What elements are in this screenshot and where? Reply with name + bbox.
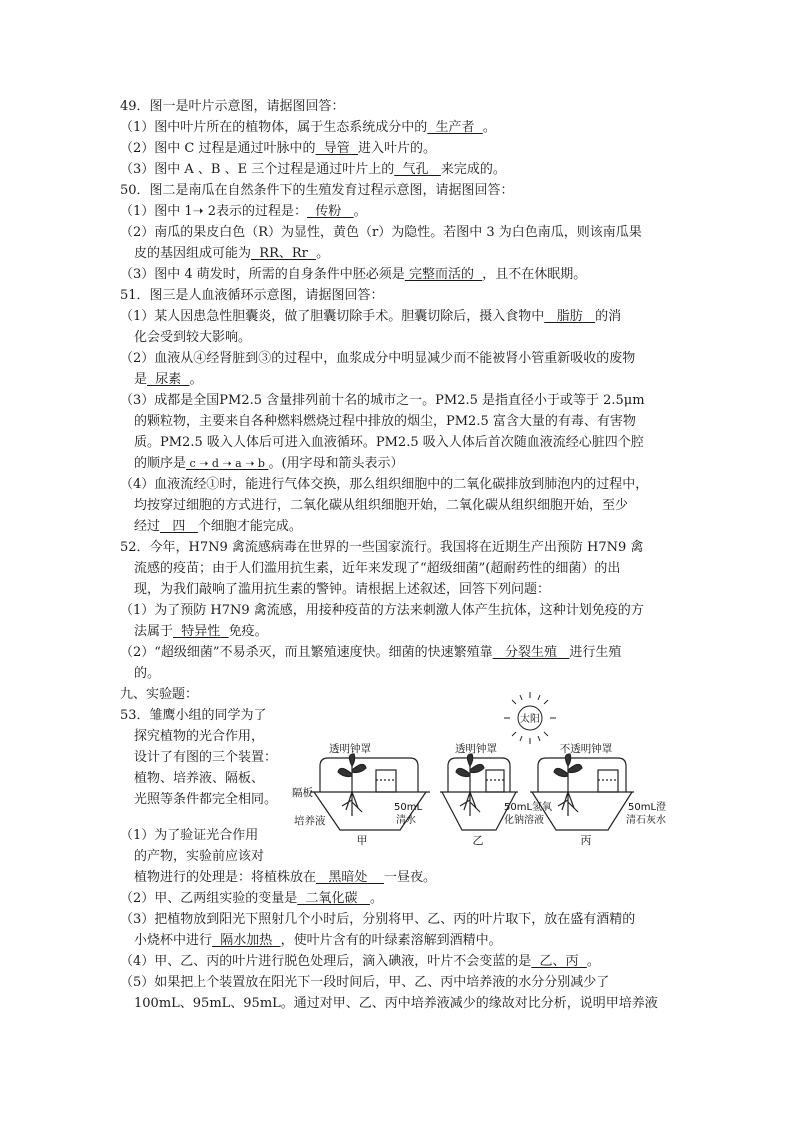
apparatus-name-bing: 丙	[580, 834, 592, 847]
q51-title: 51．图三是人血液循环示意图，请据图回答：	[120, 288, 384, 303]
medium-label: 培养液	[294, 815, 326, 827]
answer-blank: 传粉	[315, 204, 342, 219]
q53-item-5-line-2: 100mL、95mL、95mL。通过对甲、乙、丙中培养液减少的缘故对比分析，说明甲培养液	[134, 996, 658, 1011]
q52-item-2-line-2: 的。	[134, 666, 161, 681]
q51-item-3-line-4: 的顺序是 c ➝ d ➝ a ➝ b 。(用字母和箭头表示）	[134, 456, 404, 471]
q53-item-1-line-3: 植物进行的处理是：将植株放在 黑暗处 一昼夜。	[134, 870, 436, 885]
q51-item-4-line-3: 经过 四 个细胞才能完成。	[134, 519, 302, 534]
answer-blank: 尿素	[155, 372, 182, 387]
answer-blank: 四	[172, 519, 186, 534]
answer-blank: c ➝ d ➝ a ➝ b	[189, 457, 265, 470]
answer-blank: 特异性	[181, 624, 221, 639]
q50-item-3: （3）图中 4 萌发时，所需的自身条件中胚必须是 完整而活的 ，且不在休眠期。	[120, 267, 587, 282]
answer-blank: 二氧化碳	[305, 891, 358, 906]
answer-blank: 分裂生殖	[504, 645, 557, 660]
cover-label-bing: 不透明钟罩	[559, 743, 613, 755]
q50-item-2-line-1: （2）南瓜的果皮白色（R）为显性，黄色（r）为隐性。若图中 3 为白色南瓜，则该南瓜果	[120, 225, 642, 240]
q49-item-3: （3）图中 A 、B 、E 三个过程是通过叶片上的 气孔 来完成的。	[120, 162, 506, 177]
q50-title: 50．图二是南瓜在自然条件下的生殖发育过程示意图，请据图回答：	[120, 183, 514, 198]
q50-item-1: （1）图中 1➝ 2表示的过程是： 传粉 。	[120, 204, 367, 219]
q53-item-1-line-1: （1）为了验证光合作用	[120, 828, 259, 843]
q51-item-1-line-2: 化会受到较大影响。	[134, 330, 252, 345]
q51-item-2-line-2: 是 尿素 。	[134, 372, 203, 387]
cover-label-jia: 透明钟罩	[329, 743, 371, 755]
sun-label: 太阳	[520, 714, 540, 725]
answer-blank: 乙、丙	[539, 954, 579, 969]
q53-intro-line-2: 探究植物的光合作用，	[134, 729, 265, 744]
answer-blank: 脂肪	[556, 309, 583, 324]
q53-item-3-line-2: 小烧杯中进行 隔水加热 ，使叶片含有的叶绿素溶解到酒精中。	[134, 933, 502, 948]
q52-item-1-line-1: （1）为了预防 H7N9 禽流感，用接种疫苗的方法来刺激人体产生抗体，这种计划免疫的方	[120, 603, 644, 618]
answer-blank: RR、Rr	[259, 246, 308, 261]
answer-blank: 气孔	[402, 162, 429, 177]
q51-item-2-line-1: （2）血液从④经肾脏到③的过程中，血浆成分中明显减少而不能被肾小管重新吸收的废物	[120, 351, 636, 366]
liquid-label-jia-2: 清水	[396, 815, 416, 826]
q53-intro-line-3: 设计了有图的三个装置：	[134, 750, 278, 765]
answer-blank: 生产者	[435, 120, 475, 135]
q49-title: 49．图一是叶片示意图，请据图回答：	[120, 99, 345, 114]
q53-item-5-line-1: （5）如果把上个装置放在阳光下一段时间后，甲、乙、丙中培养液的水分分别减少了	[120, 975, 610, 990]
apparatus-name-yi: 乙	[472, 834, 484, 847]
apparatus-name-jia: 甲	[356, 834, 368, 847]
q52-stem-line-1: 52．今年，H7N9 禽流感病毒在世界的一些国家流行。我国将在近期生产出预防 H7N9 禽	[120, 540, 644, 555]
q49-item-1: （1）图中叶片所在的植物体，属于生态系统成分中的 生产者 。	[120, 120, 496, 135]
q51-item-1-line-1: （1）某人因患急性胆囊炎，做了胆囊切除手术。胆囊切除后，摄入食物中 脂肪 的消	[120, 309, 622, 324]
liquid-label-jia-1: 50mL	[394, 802, 423, 813]
q50-item-2-line-2: 皮的基因组成可能为 RR、Rr 。	[134, 246, 330, 261]
q51-item-3-line-2: 的颗粒物，主要来自各种燃料燃烧过程中排放的烟尘，PM2.5 富含大量的有毒、有害物	[134, 414, 636, 429]
q51-item-4-line-2: 均按穿过细胞的方式进行，二氧化碳从组织细胞开始，二氧化碳从组织细胞开始，至少	[134, 498, 629, 513]
q53-item-1-line-2: 的产物，实验前应该对	[134, 849, 265, 864]
answer-blank: 完整而活的	[408, 267, 474, 282]
liquid-label-bing-2: 清石灰水	[626, 815, 666, 826]
q49-item-2: （2）图中 C 过程是通过叶脉中的 导管 进入叶片的。	[120, 141, 437, 156]
section-heading: 九、实验题：	[120, 687, 199, 702]
answer-blank: 隔水加热	[220, 933, 273, 948]
q51-item-3-line-3: 质。PM2.5 吸入人体后可进入血液循环。PM2.5 吸入人体后首次随血液流经心脏四个腔	[134, 435, 644, 450]
partition-label: 隔板	[292, 787, 313, 799]
cover-label-yi: 透明钟罩	[455, 743, 497, 755]
q51-item-4-line-1: （4）血液流经①时，能进行气体交换，那么组织细胞中的二氧化碳排放到肺泡内的过程中，	[120, 477, 649, 492]
liquid-label-yi-2: 化钠溶液	[504, 815, 544, 826]
q53-intro-line-1: 53．雏鹰小组的同学为了	[120, 708, 267, 723]
q52-stem-line-2: 流感的疫苗；由于人们滥用抗生素，近年来发现了“超级细菌”(超耐药性的细菌）的出	[134, 561, 621, 576]
experiment-figure	[290, 690, 690, 850]
q51-item-3-line-1: （3）成都是全国PM2.5 含量排列前十名的城市之一。PM2.5 是指直径小于或等于 2.5μm	[120, 393, 645, 408]
q52-stem-line-3: 现，为我们敲响了滥用抗生素的警钟。请根据上述叙述，回答下列问题：	[134, 582, 551, 597]
q53-item-3-line-1: （3）把植物放到阳光下照射几个小时后，分别将甲、乙、丙的叶片取下，放在盛有酒精的	[120, 912, 636, 927]
answer-blank: 黑暗处	[328, 870, 368, 885]
answer-blank: 导管	[323, 141, 350, 156]
q53-item-4: （4）甲、乙、丙的叶片进行脱色处理后，滴入碘液，叶片不会变蓝的是 乙、丙 。	[120, 954, 600, 969]
q53-item-2: （2）甲、乙两组实验的变量是 二氧化碳 。	[120, 891, 383, 906]
apparatus-bing	[530, 754, 634, 830]
q53-intro-line-4: 植物、培养液、隔板、	[134, 771, 265, 786]
q52-item-2-line-1: （2）“超级细菌”不易杀灭，而且繁殖速度快。细菌的快速繁殖靠 分裂生殖 进行生殖	[120, 645, 622, 660]
liquid-label-yi-1: 50mL氢氧	[504, 802, 553, 813]
q53-intro-line-5: 光照等条件都完全相同。	[134, 792, 278, 807]
liquid-label-bing-1: 50mL澄	[628, 802, 667, 813]
q52-item-1-line-2: 法属于 特异性 免疫。	[134, 624, 268, 639]
